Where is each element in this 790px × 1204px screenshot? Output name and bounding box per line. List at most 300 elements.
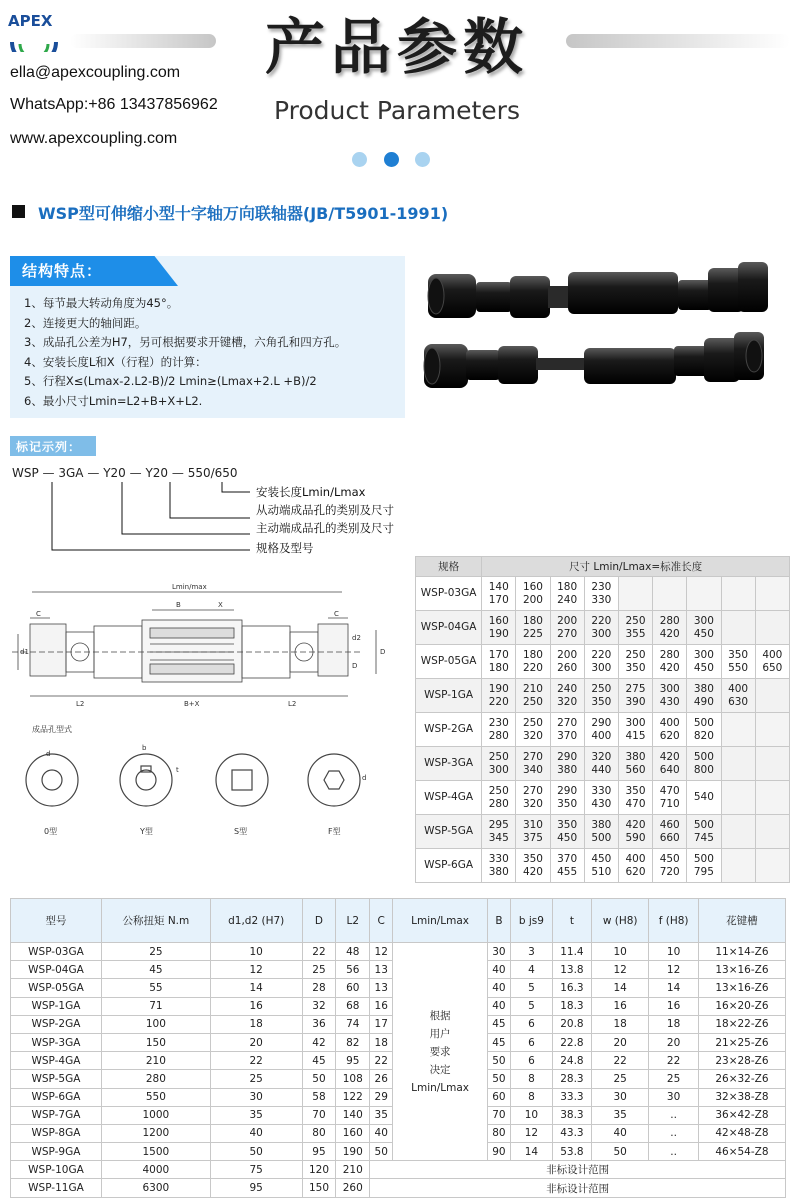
parameter-table-cell: 26×32-Z6: [698, 1070, 785, 1088]
length-min: 500: [693, 750, 714, 763]
length-table-cell: [653, 679, 687, 713]
length-table-cell: [516, 713, 550, 747]
length-max: 300: [488, 763, 509, 776]
parameter-table-cell: 13: [370, 979, 393, 997]
length-table-model: WSP-04GA: [416, 611, 482, 645]
lmin-lmax-note-line: 根据: [429, 1009, 451, 1022]
parameter-table-cell: 22: [302, 943, 336, 961]
parameter-table-header: Lmin/Lmax: [393, 899, 488, 943]
parameter-table-cell: 80: [302, 1124, 336, 1142]
parameter-table-cell: 48: [336, 943, 370, 961]
carousel-dot-3[interactable]: [415, 152, 430, 167]
features-list: [24, 294, 404, 411]
length-min: 180: [557, 580, 578, 593]
length-table-cell: [721, 679, 755, 713]
length-min: 295: [488, 818, 509, 831]
length-min: 230: [591, 580, 612, 593]
parameter-table-cell: 6300: [101, 1179, 210, 1197]
parameter-table-cell: 22: [592, 1052, 649, 1070]
marking-part: Y20: [145, 466, 169, 480]
drawing-label: B+X: [184, 700, 200, 708]
parameter-table: [10, 898, 786, 1198]
length-table-row: [416, 747, 790, 781]
length-table-model: WSP-1GA: [416, 679, 482, 713]
length-min: 460: [659, 818, 680, 831]
parameter-table-cell: 12: [370, 943, 393, 961]
length-table-empty-cell: [721, 849, 755, 883]
parameter-table-cell: 35: [210, 1106, 302, 1124]
parameter-table-cell: 30: [649, 1088, 698, 1106]
parameter-table-cell: 22.8: [552, 1033, 591, 1051]
drawing-label: L2: [76, 700, 85, 708]
length-table-cell: [516, 747, 550, 781]
parameter-table-cell: 20: [649, 1033, 698, 1051]
length-table-empty-cell: [687, 577, 721, 611]
parameter-table-cell: 6: [510, 1015, 552, 1033]
length-table-empty-cell: [755, 611, 789, 645]
length-max: 820: [693, 729, 714, 742]
length-max: 540: [693, 791, 714, 803]
length-max: 450: [693, 627, 714, 640]
length-max: 620: [659, 729, 680, 742]
length-max: 240: [557, 593, 578, 606]
length-table-row: [416, 679, 790, 713]
length-max: 490: [693, 695, 714, 708]
parameter-table-cell: 14: [649, 979, 698, 997]
parameter-table-cell: ..: [649, 1106, 698, 1124]
length-min: 220: [591, 614, 612, 627]
logo-text: APEX: [8, 12, 53, 30]
parameter-table-cell: 23×28-Z6: [698, 1052, 785, 1070]
length-max: 300: [591, 627, 612, 640]
length-max: 510: [591, 865, 612, 878]
parameter-table-cell: 122: [336, 1088, 370, 1106]
parameter-table-cell: 29: [370, 1088, 393, 1106]
length-max: 350: [591, 695, 612, 708]
parameter-table-cell: 26: [370, 1070, 393, 1088]
length-max: 370: [557, 729, 578, 742]
parameter-table-cell: 140: [336, 1106, 370, 1124]
length-max: 345: [488, 831, 509, 844]
feature-item: 3、成品孔公差为H7，另可根据要求开键槽，六角孔和四方孔。: [24, 335, 347, 349]
length-table-cell: [482, 611, 516, 645]
parameter-table-cell: 21×25-Z6: [698, 1033, 785, 1051]
parameter-table-cell: 25: [101, 943, 210, 961]
parameter-table-cell: 40: [592, 1124, 649, 1142]
parameter-table-cell: 28.3: [552, 1070, 591, 1088]
length-min: 250: [488, 750, 509, 763]
parameter-table-cell: 100: [101, 1015, 210, 1033]
parameter-table-cell: 68: [336, 997, 370, 1015]
parameter-table-cell: 50: [302, 1070, 336, 1088]
contact-website[interactable]: www.apexcoupling.com: [10, 130, 178, 147]
parameter-table-cell: 12: [592, 961, 649, 979]
marking-part: WSP: [12, 466, 39, 480]
parameter-table-cell: 70: [302, 1106, 336, 1124]
length-max: 450: [557, 831, 578, 844]
lmin-lmax-note-line: Lmin/Lmax: [411, 1081, 470, 1094]
parameter-table-header: w (H8): [592, 899, 649, 943]
length-max: 180: [488, 661, 509, 674]
length-min: 300: [625, 716, 646, 729]
length-table-empty-cell: [721, 577, 755, 611]
parameter-table-cell: WSP-11GA: [11, 1179, 102, 1197]
parameter-table-cell: 13.8: [552, 961, 591, 979]
carousel-dot-2[interactable]: [384, 152, 399, 167]
parameter-table-cell: 20: [592, 1033, 649, 1051]
bore-type-label: F型: [328, 827, 341, 836]
length-table-cell: [482, 577, 516, 611]
length-max: 420: [659, 661, 680, 674]
parameter-table-cell: 14: [592, 979, 649, 997]
length-table-cell: [550, 713, 584, 747]
marking-tag-label: 标记示列：: [16, 440, 82, 454]
parameter-table-cell: 210: [336, 1161, 370, 1179]
length-table-cell: [584, 611, 618, 645]
parameter-table-cell: 42×48-Z8: [698, 1124, 785, 1142]
length-table-empty-cell: [721, 815, 755, 849]
parameter-table-cell: 58: [302, 1088, 336, 1106]
parameter-table-cell: 43.3: [552, 1124, 591, 1142]
parameter-table-cell: 13×16-Z6: [698, 961, 785, 979]
parameter-table-cell: 20.8: [552, 1015, 591, 1033]
parameter-table-cell: 70: [487, 1106, 510, 1124]
length-min: 190: [488, 682, 509, 695]
length-min: 450: [591, 852, 612, 865]
length-min: 200: [557, 648, 578, 661]
length-min: 500: [693, 852, 714, 865]
lmin-lmax-note: [393, 943, 488, 1161]
parameter-table-cell: WSP-10GA: [11, 1161, 102, 1179]
parameter-table-cell: 55: [101, 979, 210, 997]
length-max: 660: [659, 831, 680, 844]
bore-mark: t: [176, 766, 179, 774]
length-table-cell: [482, 849, 516, 883]
marking-explanation: 安装长度Lmin/Lmax: [256, 485, 366, 499]
length-table-cell: [687, 611, 721, 645]
marking-part: 3GA: [58, 466, 84, 480]
parameter-table-cell: 10: [649, 943, 698, 961]
length-max: 250: [522, 695, 543, 708]
parameter-table-cell: 13: [370, 961, 393, 979]
parameter-table-cell: 10: [210, 943, 302, 961]
parameter-table-cell: 1200: [101, 1124, 210, 1142]
parameter-table-cell: 1000: [101, 1106, 210, 1124]
length-min: 270: [557, 716, 578, 729]
length-table-model: WSP-2GA: [416, 713, 482, 747]
length-min: 370: [557, 852, 578, 865]
length-table-empty-cell: [721, 747, 755, 781]
length-min: 270: [522, 784, 543, 797]
parameter-table-cell: 5: [510, 979, 552, 997]
length-table-cell: [687, 679, 721, 713]
parameter-table-cell: 16: [210, 997, 302, 1015]
parameter-table-cell: 42: [302, 1033, 336, 1051]
length-table-cell: [584, 577, 618, 611]
length-min: 380: [693, 682, 714, 695]
carousel-dot-1[interactable]: [352, 152, 367, 167]
length-table-cell: [618, 781, 652, 815]
length-table-cell: [516, 645, 550, 679]
parameter-table-cell: 14: [210, 979, 302, 997]
length-max: 320: [557, 695, 578, 708]
length-min: 240: [557, 682, 578, 695]
length-min: 400: [728, 682, 749, 695]
parameter-table-cell: ..: [649, 1124, 698, 1142]
length-min: 330: [488, 852, 509, 865]
non-standard-note: 非标设计范围: [370, 1161, 786, 1179]
length-table-empty-cell: [755, 577, 789, 611]
parameter-table-cell: 90: [487, 1143, 510, 1161]
length-table-empty-cell: [755, 781, 789, 815]
length-table-cell: [687, 645, 721, 679]
length-max: 400: [591, 729, 612, 742]
parameter-table-cell: 95: [210, 1179, 302, 1197]
length-min: 220: [591, 648, 612, 661]
length-table-cell: [584, 645, 618, 679]
length-table-header: 尺寸 Lmin/Lmax=标准长度: [482, 557, 790, 577]
parameter-table-cell: 14: [510, 1143, 552, 1161]
length-min: 500: [693, 716, 714, 729]
parameter-table-cell: 22: [370, 1052, 393, 1070]
length-table-cell: [482, 645, 516, 679]
length-min: 450: [659, 852, 680, 865]
length-table-empty-cell: [653, 577, 687, 611]
parameter-table-cell: 56: [336, 961, 370, 979]
length-table-cell: [550, 611, 584, 645]
parameter-table-cell: 50: [487, 1070, 510, 1088]
parameter-table-cell: 40: [487, 997, 510, 1015]
parameter-table-cell: 10: [510, 1106, 552, 1124]
parameter-table-row: [11, 1179, 786, 1197]
length-table-cell: [550, 849, 584, 883]
parameter-table-cell: 13×16-Z6: [698, 979, 785, 997]
length-table-cell: [618, 815, 652, 849]
parameter-table-header: b js9: [510, 899, 552, 943]
length-max: 280: [488, 729, 509, 742]
length-table-cell: [550, 747, 584, 781]
length-table-cell: [584, 849, 618, 883]
length-table-cell: [618, 713, 652, 747]
contact-whatsapp[interactable]: WhatsApp:+86 13437856962: [10, 96, 218, 113]
length-max: 270: [557, 627, 578, 640]
parameter-table-cell: 22: [649, 1052, 698, 1070]
length-min: 350: [557, 818, 578, 831]
parameter-table-cell: 5: [510, 997, 552, 1015]
parameter-table-header: B: [487, 899, 510, 943]
parameter-table-cell: 16: [649, 997, 698, 1015]
parameter-table-cell: 280: [101, 1070, 210, 1088]
length-min: 420: [659, 750, 680, 763]
length-min: 380: [625, 750, 646, 763]
length-min: 400: [762, 648, 783, 661]
length-min: 160: [522, 580, 543, 593]
parameter-table-cell: 16: [592, 997, 649, 1015]
parameter-table-cell: 6: [510, 1033, 552, 1051]
page-subtitle: Product Parameters: [274, 96, 520, 125]
length-min: 320: [591, 750, 612, 763]
length-table-row: [416, 611, 790, 645]
length-max: 430: [591, 797, 612, 810]
length-min: 400: [659, 716, 680, 729]
length-min: 250: [488, 784, 509, 797]
length-min: 500: [693, 818, 714, 831]
parameter-table-cell: 50: [210, 1143, 302, 1161]
length-min: 180: [522, 648, 543, 661]
length-min: 210: [522, 682, 543, 695]
parameter-table-cell: 45: [487, 1033, 510, 1051]
parameter-table-cell: 46×54-Z8: [698, 1143, 785, 1161]
length-min: 250: [625, 648, 646, 661]
parameter-table-header: 公称扭矩 N.m: [101, 899, 210, 943]
parameter-table-cell: 18: [649, 1015, 698, 1033]
length-max: 420: [522, 865, 543, 878]
length-table-row: [416, 577, 790, 611]
parameter-table-cell: 16: [370, 997, 393, 1015]
section-title: WSP型可伸缩小型十字轴万向联轴器(JB/T5901-1991): [38, 204, 449, 223]
parameter-table-cell: 45: [302, 1052, 336, 1070]
parameter-table-cell: 28: [302, 979, 336, 997]
parameter-table-cell: 71: [101, 997, 210, 1015]
parameter-table-cell: WSP-2GA: [11, 1015, 102, 1033]
length-max: 200: [522, 593, 543, 606]
parameter-table-cell: 18×22-Z6: [698, 1015, 785, 1033]
length-max: 440: [591, 763, 612, 776]
length-min: 350: [522, 852, 543, 865]
length-table-cell: [653, 713, 687, 747]
length-table-row: [416, 849, 790, 883]
product-photo: [418, 246, 778, 422]
parameter-table-cell: 40: [487, 961, 510, 979]
length-max: 630: [728, 695, 749, 708]
length-table-cell: [550, 815, 584, 849]
parameter-table-cell: 30: [210, 1088, 302, 1106]
parameter-table-cell: 11.4: [552, 943, 591, 961]
length-table-cell: [550, 679, 584, 713]
parameter-table-cell: 17: [370, 1015, 393, 1033]
length-table-cell: [687, 815, 721, 849]
marking-explanation: 规格及型号: [256, 541, 314, 555]
parameter-table-cell: 150: [302, 1179, 336, 1197]
length-table-row: [416, 645, 790, 679]
parameter-table-cell: 10: [592, 943, 649, 961]
length-table-cell: [687, 747, 721, 781]
parameter-table-cell: 4000: [101, 1161, 210, 1179]
length-table-empty-cell: [755, 713, 789, 747]
length-table-cell: [584, 713, 618, 747]
drawing-label: Lmin/max: [172, 583, 207, 591]
length-table-cell: [482, 713, 516, 747]
parameter-table-cell: 20: [210, 1033, 302, 1051]
length-table-cell: [482, 781, 516, 815]
features-tag-label: 结构特点：: [22, 262, 103, 280]
length-min: 170: [488, 648, 509, 661]
length-max: 500: [591, 831, 612, 844]
length-max: 260: [557, 661, 578, 674]
parameter-table-cell: 36×42-Z8: [698, 1106, 785, 1124]
length-min: 350: [728, 648, 749, 661]
parameter-table-cell: WSP-3GA: [11, 1033, 102, 1051]
parameter-table-cell: 80: [487, 1124, 510, 1142]
length-min: 250: [625, 614, 646, 627]
length-max: 340: [522, 763, 543, 776]
parameter-table-cell: 1500: [101, 1143, 210, 1161]
parameter-table-cell: 50: [487, 1052, 510, 1070]
parameter-table-header: f (H8): [649, 899, 698, 943]
bore-mark: d: [362, 774, 367, 782]
length-table-cell: [653, 781, 687, 815]
length-table-row: [416, 713, 790, 747]
parameter-table-cell: WSP-7GA: [11, 1106, 102, 1124]
parameter-table-cell: 40: [210, 1124, 302, 1142]
length-max: 220: [522, 661, 543, 674]
parameter-table-header: C: [370, 899, 393, 943]
length-table-cell: [653, 815, 687, 849]
length-table-model: WSP-4GA: [416, 781, 482, 815]
parameter-table-cell: 12: [210, 961, 302, 979]
length-min: 280: [659, 648, 680, 661]
length-max: 800: [693, 763, 714, 776]
length-table-cell: [618, 747, 652, 781]
length-max: 450: [693, 661, 714, 674]
parameter-table-cell: 45: [487, 1015, 510, 1033]
parameter-table-cell: 190: [336, 1143, 370, 1161]
length-table-cell: [618, 849, 652, 883]
length-max: 355: [625, 627, 646, 640]
parameter-table-cell: 33.3: [552, 1088, 591, 1106]
contact-email[interactable]: ella@apexcoupling.com: [10, 64, 181, 81]
parameter-table-cell: 8: [510, 1070, 552, 1088]
drawing-label: D: [380, 648, 386, 656]
length-max: 745: [693, 831, 714, 844]
length-min: 310: [522, 818, 543, 831]
marking-explanation: 主动端成品孔的类别及尺寸: [256, 521, 394, 535]
feature-item: 6、最小尺寸Lmin=L2+B+X+L2.: [24, 393, 203, 408]
parameter-table-cell: 32×38-Z8: [698, 1088, 785, 1106]
length-table-empty-cell: [755, 679, 789, 713]
parameter-table-cell: 12: [510, 1124, 552, 1142]
length-min: 420: [625, 818, 646, 831]
length-max: 220: [488, 695, 509, 708]
parameter-table-cell: 50: [370, 1143, 393, 1161]
parameter-table-cell: 18: [210, 1015, 302, 1033]
length-min: 300: [693, 614, 714, 627]
parameter-table-cell: 60: [487, 1088, 510, 1106]
length-min: 230: [488, 716, 509, 729]
parameter-table-cell: WSP-05GA: [11, 979, 102, 997]
parameter-table-cell: 30: [487, 943, 510, 961]
bore-type-label: 0型: [44, 827, 58, 836]
length-min: 275: [625, 682, 646, 695]
length-min: 140: [488, 580, 509, 593]
bore-mark: d: [46, 750, 51, 758]
length-max: 560: [625, 763, 646, 776]
parameter-table-cell: 25: [302, 961, 336, 979]
parameter-table-cell: WSP-1GA: [11, 997, 102, 1015]
length-table-cell: [653, 747, 687, 781]
length-table-model: WSP-6GA: [416, 849, 482, 883]
parameter-table-header: 花键槽: [698, 899, 785, 943]
parameter-table-cell: 95: [302, 1143, 336, 1161]
parameter-table-cell: 38.3: [552, 1106, 591, 1124]
drawing-label: B: [176, 601, 181, 609]
length-max: 190: [488, 627, 509, 640]
feature-item: 1、每节最大转动角度为45°。: [24, 296, 179, 310]
lmin-lmax-note-line: 要求: [429, 1045, 451, 1058]
length-table-empty-cell: [721, 781, 755, 815]
drawing-label: C: [36, 610, 41, 618]
length-table-cell: [618, 679, 652, 713]
